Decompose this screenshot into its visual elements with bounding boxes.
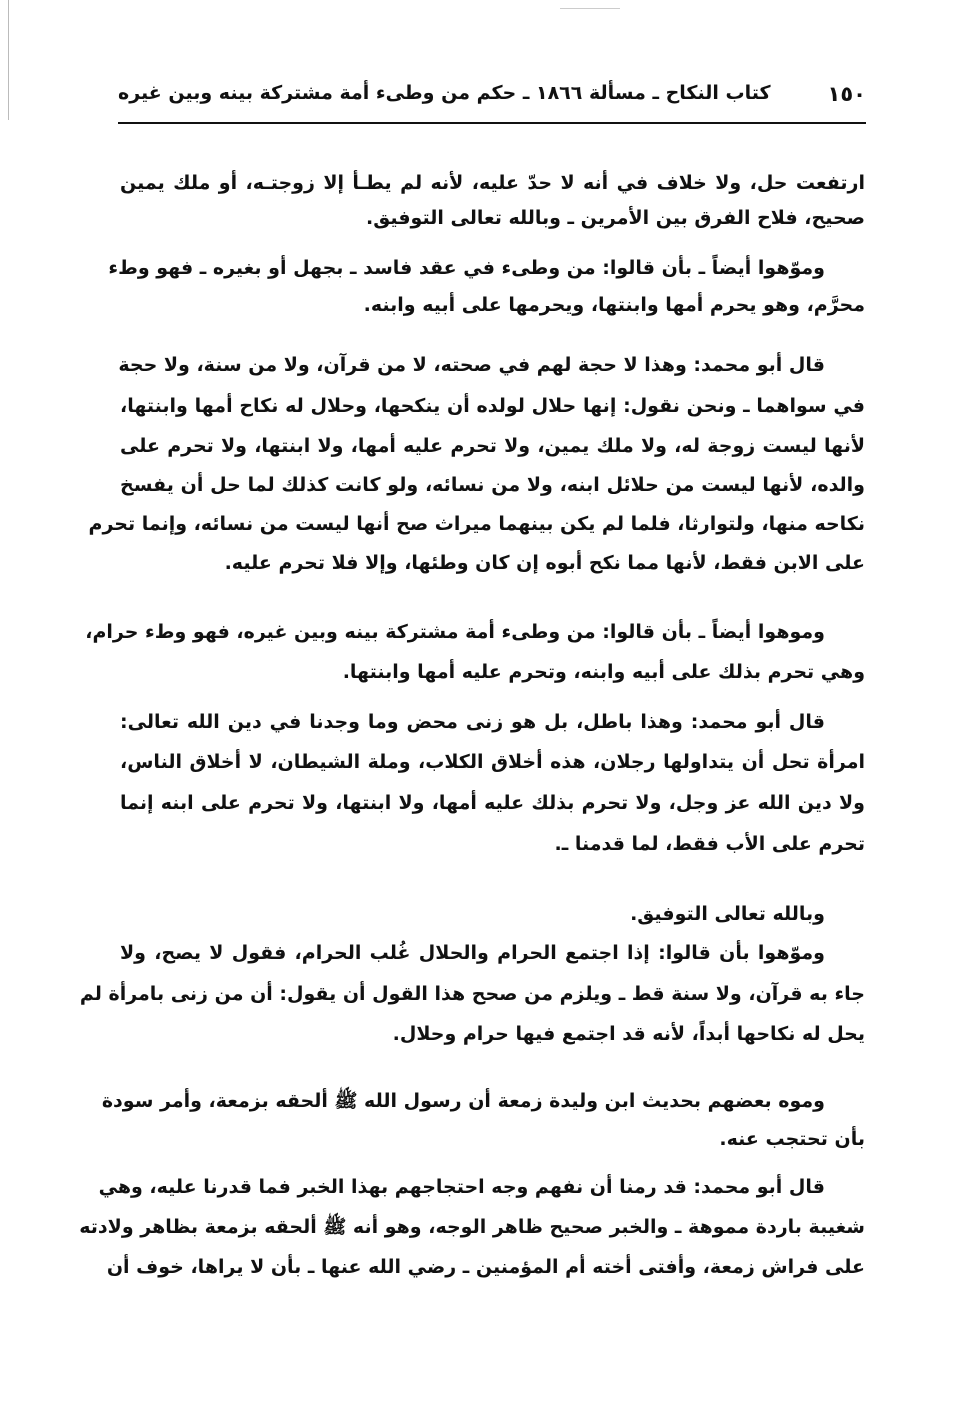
text-line: على الابن فقط، لأنها مما نكح أبوه إن كان وطئها، وإلا فلا تحرم عليه. [224,552,865,574]
text-line: امرأة تحل أن يتداولها رجلان، هذه أخلاق الكلاب، وملة الشيطان، لا أخلاق الناس، [120,751,865,773]
text-line: وهي تحرم بذلك على أبيه وابنه، وتحرم عليه أمها وابنتها. [342,661,865,683]
scan-edge-line [560,8,620,9]
text-line: شغيبة باردة مموهة ـ والخبر صحيح ظاهر الوجه، وهو أنه ﷺ ألحقه بزمعة بظاهر ولادته [79,1216,865,1238]
scan-edge-line [8,0,9,120]
text-line: وموهوا أيضاً ـ بأن قالوا: من وطىء أمة مشتركة بينه وبين غيره، فهو وطء حرام، [85,621,825,643]
text-line: قال أبو محمد: قد رمنا أن نفهم وجه احتجاجهم بهذا الخبر فما قدرنا عليه، وهي [98,1176,825,1198]
text-line: في سواهما ـ ونحن نقول: إنها حلال لولده أن ينكحها، وحلال له نكاح أمها وابنتها، [120,395,865,417]
text-line: والده، لأنها ليست من حلائل ابنه، ولا من نسائه، ولو كانت كذلك لما حل أن يفسخ [120,474,865,496]
text-line: بأن تحتجب عنه. [719,1128,865,1150]
text-line: لأنها ليست زوجة له، ولا ملك يمين، ولا تحرم عليه أمها، ولا ابنتها، ولا تحرم على [120,435,865,457]
text-line: نكاحه منها، ولتوارثا، فلما لم يكن بينهما ميراث صح أنها ليست من نسائه، وإنما تحرم [88,513,865,535]
header-rule [118,122,866,124]
text-line: ارتفعت حل، ولا خلاف في أنه لا حدّ عليه، لأنه لم يطـأ إلا زوجتـه، أو ملك يمين [120,172,865,194]
page-header [118,82,866,114]
text-line: ولا دين الله عز وجل، ولا تحرم بذلك عليه أمها، ولا ابنتها، ولا تحرم على ابنه إنما [120,792,865,814]
page-number: ١٥٠ [827,82,866,106]
text-line: على فراش زمعة، وأفتى أخته أم المؤمنين ـ رضي الله عنها ـ بأن لا يراها، خوف أن [106,1256,865,1278]
text-line: صحيح، فلاح الفرق بين الأمرين ـ وبالله تعالى التوفيق. [366,207,865,229]
text-line: جاء به قرآن، ولا سنة قط ـ ويلزم من صحح هذا القول أن يقول: أن من زنى بامرأة لم [79,983,865,1005]
running-title: كتاب النكاح ـ مسألة ١٨٦٦ ـ حكم من وطىء أمة مشتركة بينه وبين غيره [118,82,771,104]
text-line: وموّهوا أيضاً ـ بأن قالوا: من وطىء في عقد فاسد ـ بجهل أو بغيره ـ فهو وطء [108,257,825,279]
text-line: وموه بعضهم بحديث ابن وليدة زمعة أن رسول الله ﷺ ألحقه بزمعة، وأمر سودة [101,1090,825,1112]
text-line: يحل له نكاحها أبداً، لأنه قد اجتمع فيها حرام وحلال. [392,1023,865,1045]
text-line: وبالله تعالى التوفيق. [630,903,825,925]
text-line: قال أبو محمد: وهذا باطل، بل هو زنى محض وما وجدنا في دين الله تعالى: [120,711,825,733]
text-line: وموّهوا بأن قالوا: إذا اجتمع الحرام والحلال غُلب الحرام، فقول لا يصح، ولا [120,942,825,964]
text-line: قال أبو محمد: وهذا لا حجة لهم في صحته، لا من قرآن، ولا من سنة، ولا حجة [118,354,825,376]
text-line: تحرم على الأب فقط، لما قدمنا ـ. [554,833,865,855]
text-line: محرَّم، وهو يحرم أمها وابنتها، ويحرمها على أبيه وابنه. [363,294,865,316]
